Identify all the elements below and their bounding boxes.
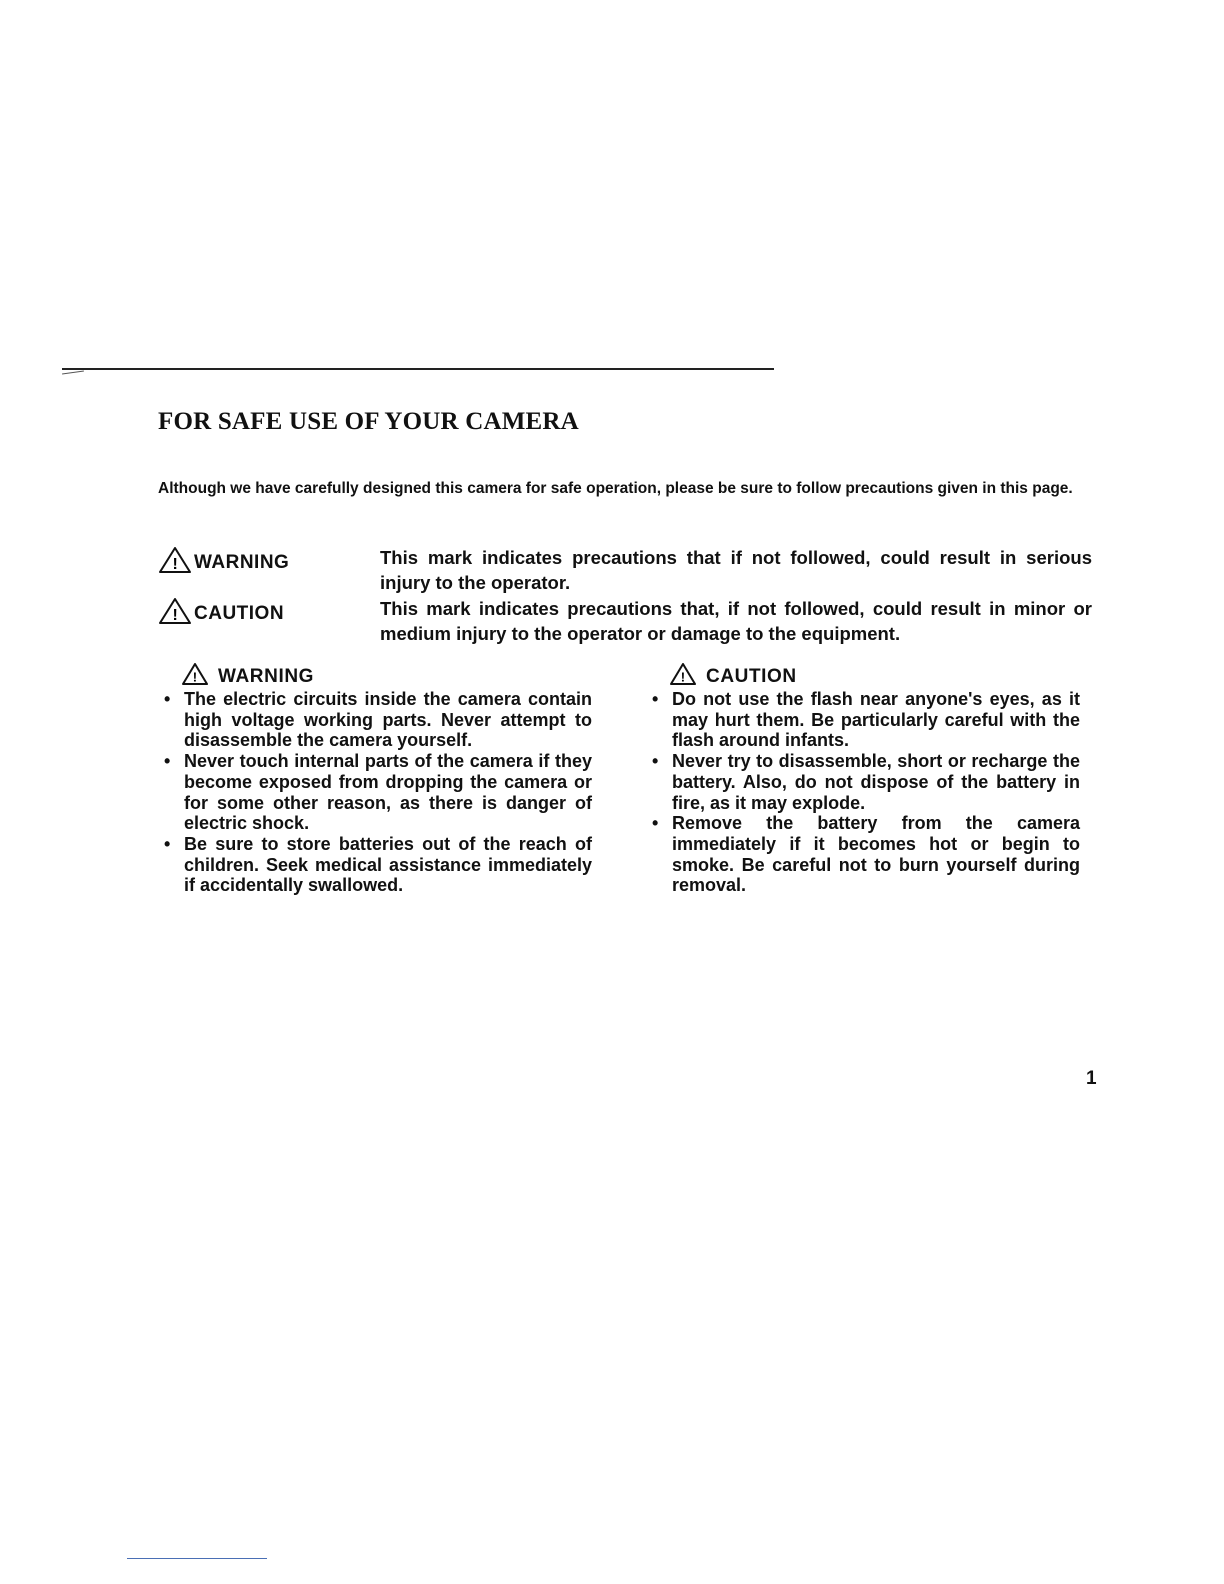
list-item: • Never try to disassemble, short or recharge the battery. Also, do not dispose of the battery in fire, as it may explode. (650, 751, 1080, 813)
list-item: • Never touch internal parts of the camera if they become exposed from dropping the camera or for some other reason, as there is danger of electric shock. (162, 751, 592, 834)
top-divider-tail (62, 370, 84, 374)
legend-warning-label: WARNING (194, 552, 290, 573)
legend-caution-text: This mark indicates precautions that, if not followed, could result in minor or medium injury to the operator or damage to the equipment. (380, 598, 1092, 644)
list-item: • Remove the battery from the camera immediately if it becomes hot or begin to smoke. Be careful not to burn yourself during removal. (650, 813, 1080, 896)
intro-paragraph: Although we have carefully designed this camera for safe operation, please be sure to follow precautions given in this page. (158, 480, 1073, 497)
svg-text:!: ! (192, 669, 198, 685)
warning-section-heading: WARNING (218, 666, 315, 687)
warning-section (162, 665, 592, 896)
svg-text:!: ! (172, 556, 179, 573)
warning-list (162, 689, 592, 896)
svg-text:!: ! (172, 607, 179, 624)
warning-triangle-icon (670, 662, 706, 692)
bottom-divider (127, 1558, 267, 1559)
list-item: • The electric circuits inside the camera contain high voltage working parts. Never attempt to disassemble the camera yourself. (162, 689, 592, 751)
caution-section (650, 665, 1080, 896)
legend-warning-text: This mark indicates precautions that if not followed, could result in serious injury to the operator. (380, 547, 1092, 593)
top-divider (62, 368, 774, 370)
caution-section-heading: CAUTION (706, 666, 797, 687)
legend-caution-label: CAUTION (194, 603, 285, 624)
warning-triangle-icon (158, 545, 194, 581)
list-item: • Do not use the flash near anyone's eyes, as it may hurt them. Be particularly careful with the flash around infants. (650, 689, 1080, 751)
svg-text:!: ! (680, 669, 686, 685)
caution-list (650, 689, 1080, 896)
warning-triangle-icon (158, 596, 194, 632)
page-number: 1 (1086, 1068, 1097, 1089)
page-title: FOR SAFE USE OF YOUR CAMERA (158, 408, 579, 435)
warning-triangle-icon (182, 662, 218, 692)
list-item: • Be sure to store batteries out of the reach of children. Seek medical assistance immediately if accidentally swallowed. (162, 834, 592, 896)
